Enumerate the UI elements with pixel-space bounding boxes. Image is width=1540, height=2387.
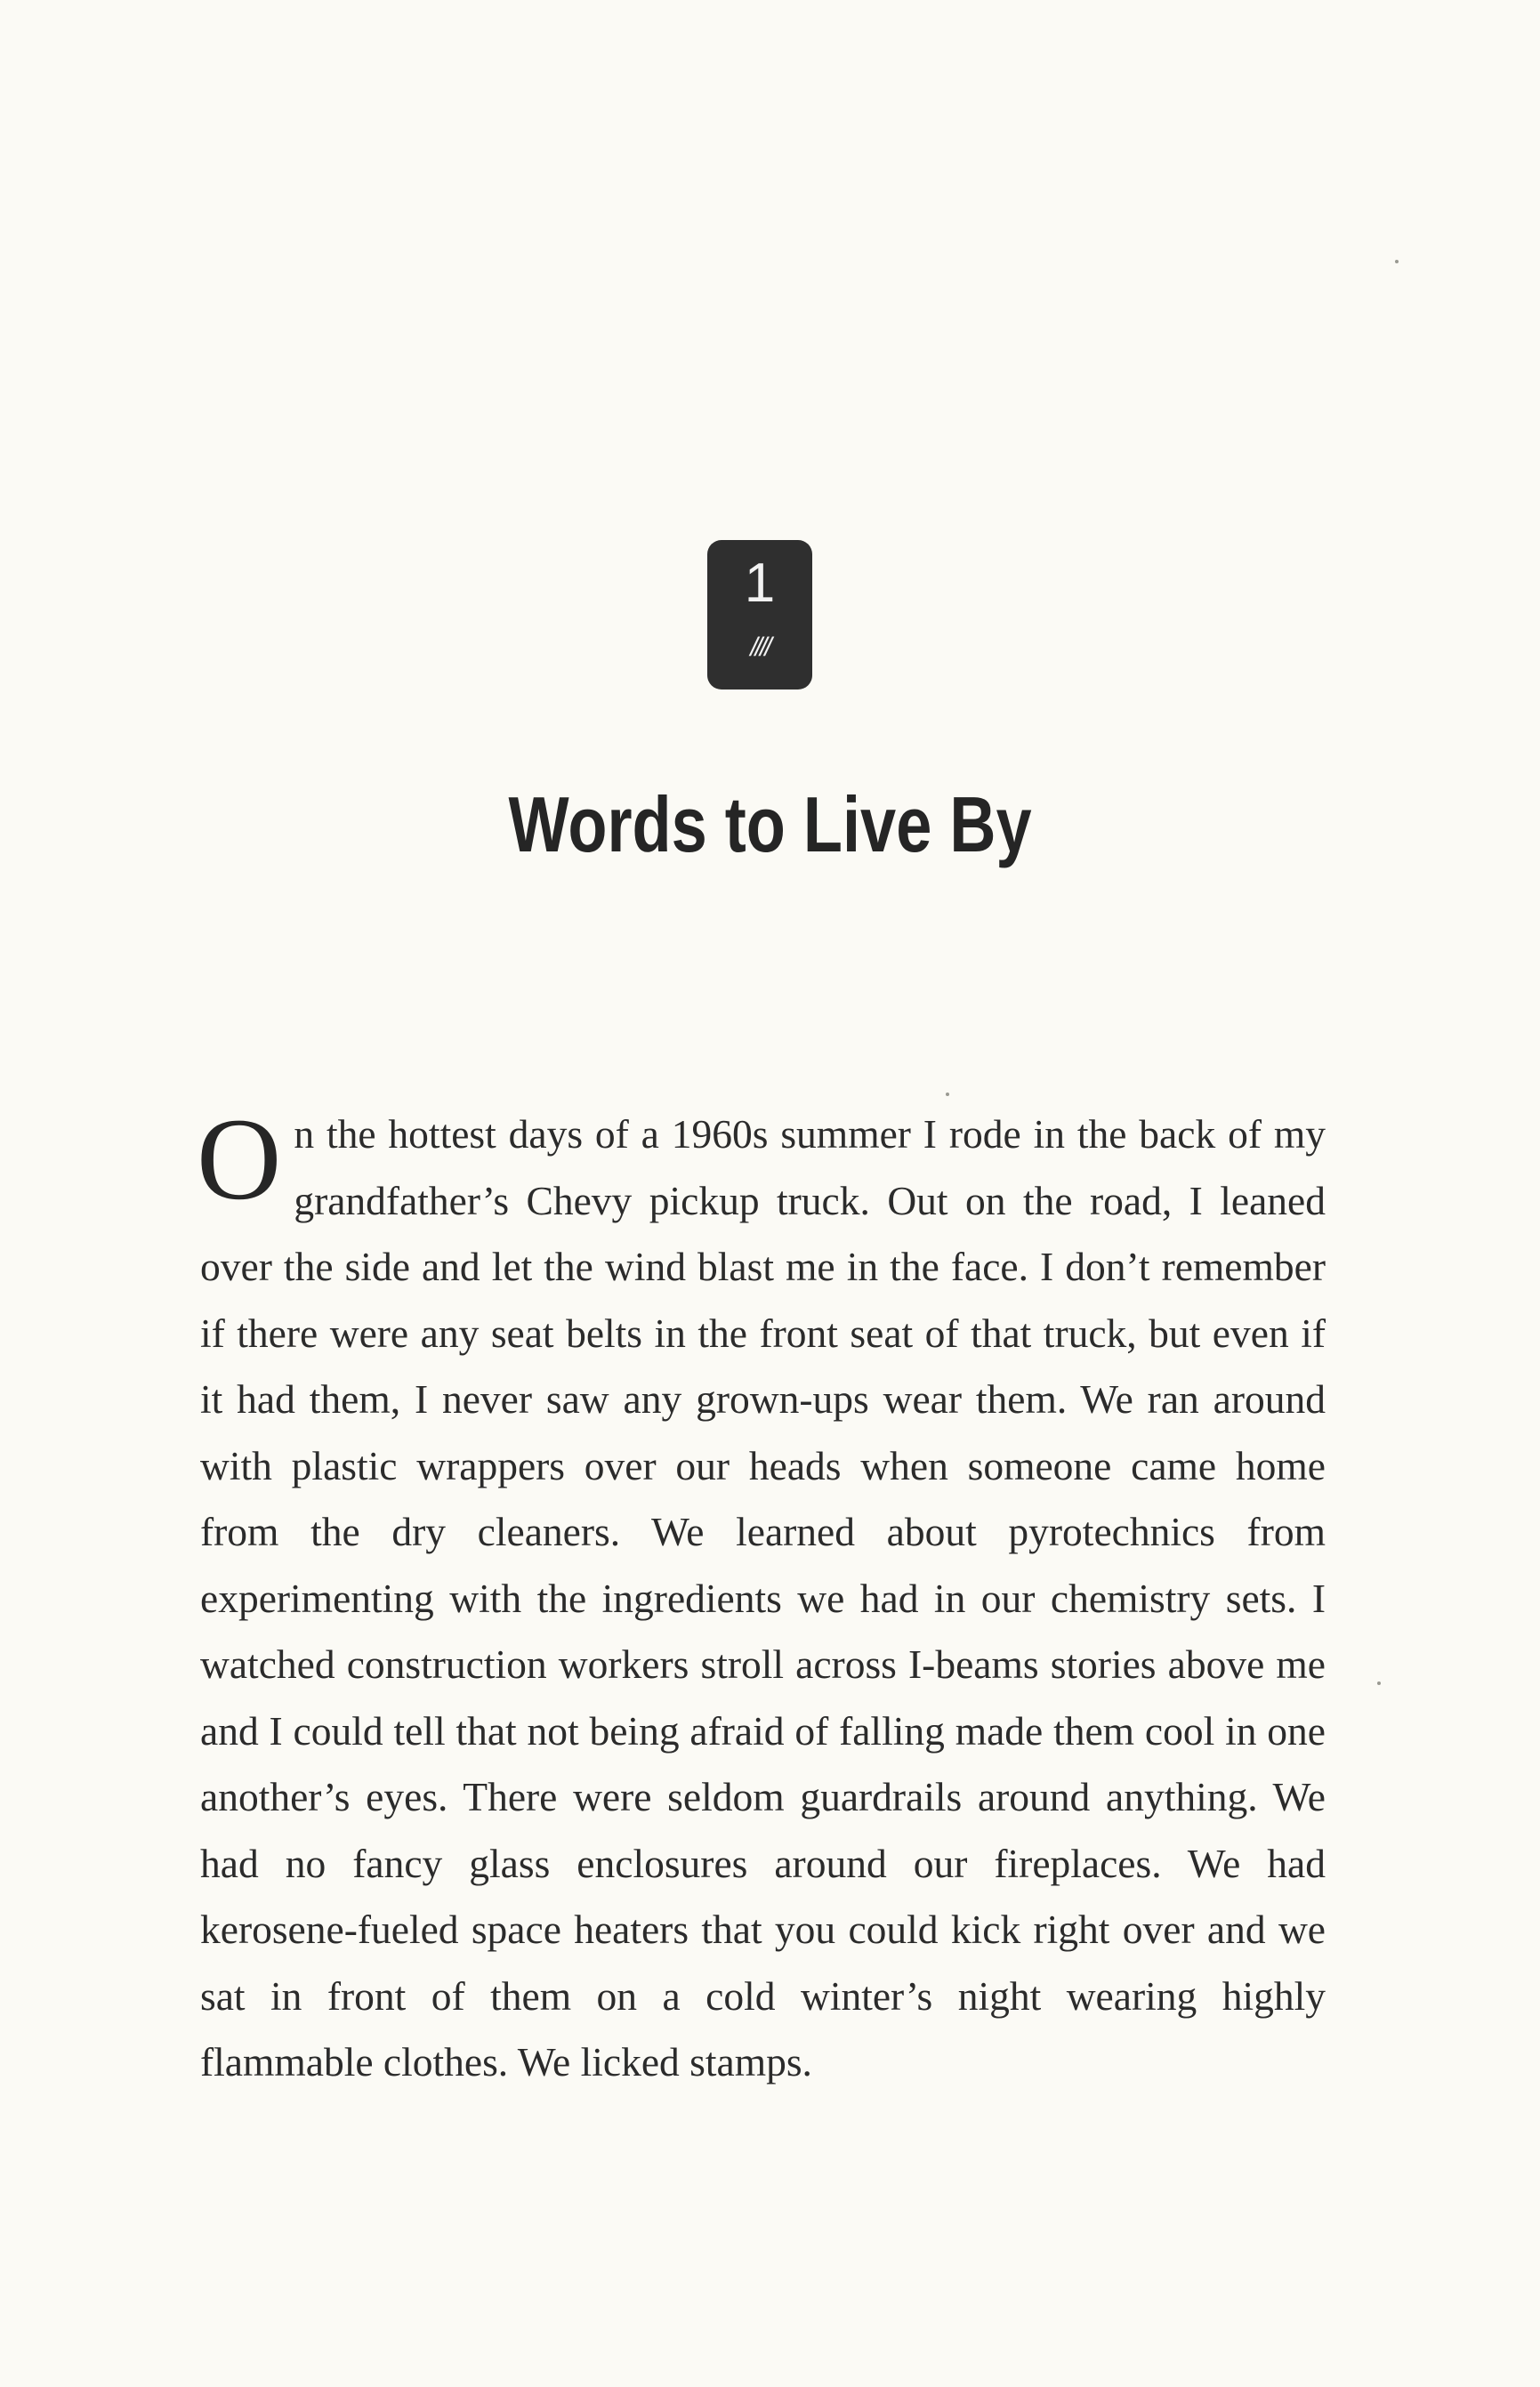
chapter-body-paragraph: [197, 1093, 1326, 2096]
paper-speck: [946, 1093, 949, 1096]
chapter-number-badge: [707, 540, 812, 689]
chapter-ornament: ////: [750, 633, 770, 662]
drop-cap-letter: O: [197, 1093, 282, 1224]
chapter-title: Words to Live By: [508, 779, 1032, 868]
paragraph-text: n the hottest days of a 1960s summer I rode in the back of my grandfather’s Chevy pickup truck. Out on the road, I leaned over the side and let the wind blast me in the face. I don’t remember if there were any seat belts in the front seat of that truck, but even if it had them, I never saw any grown-ups wear them. We ran around with plastic wrappers over our heads when someone came home from the dry cleaners. We learned about pyrotechnics from experimenting with the ingredients we had in our chemistry sets. I watched construction workers stroll across I-beams stories above me and I could tell that not being afraid of falling made them cool in one another’s eyes. There were seldom guardrails around anything. We had no fancy glass enclosures around our fireplaces. We had kerosene-fueled space heaters that you could kick right over and we sat in front of them on a cold winter’s night wearing highly flammable clothes. We licked stamps.: [200, 1111, 1326, 2085]
chapter-number: 1: [744, 552, 776, 614]
paper-speck: [1395, 260, 1399, 263]
paper-speck: [1377, 1681, 1381, 1685]
